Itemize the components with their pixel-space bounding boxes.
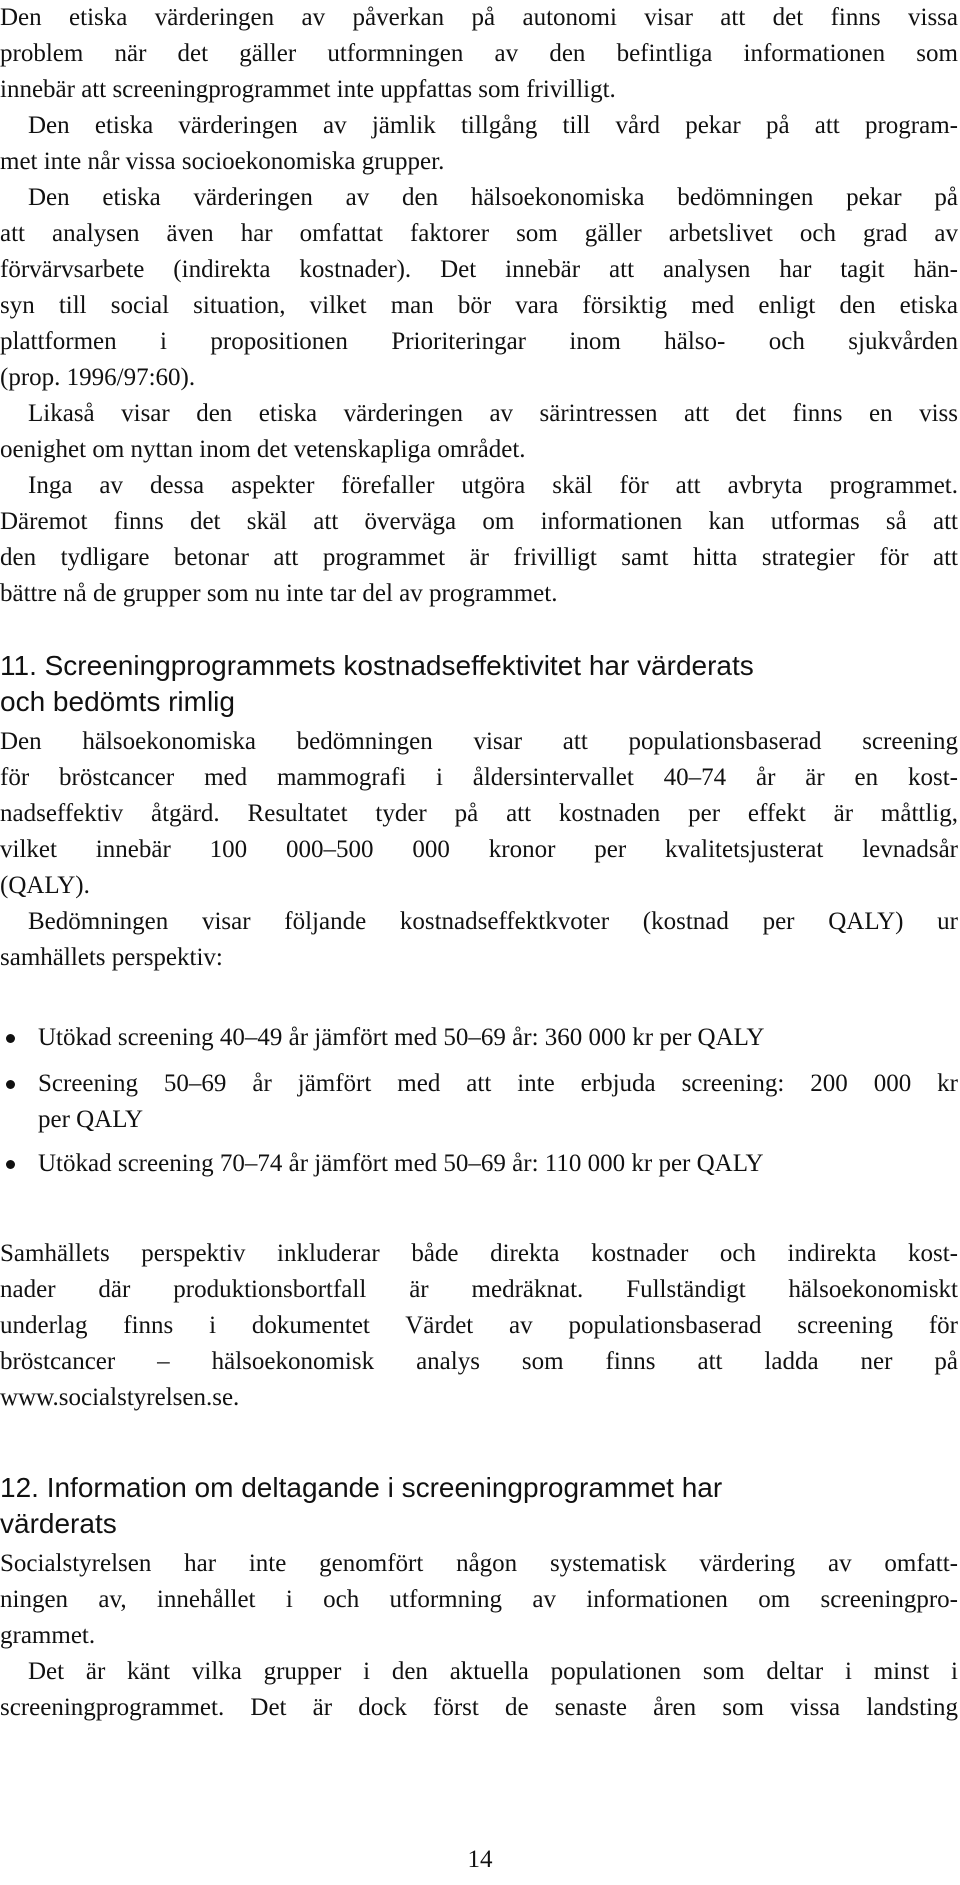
paragraph-jamlik <box>0 108 958 180</box>
heading-line: värderats <box>0 1508 117 1539</box>
text-line: Likaså visar den etiska värderingen av särintressen att det finns en viss <box>28 400 958 427</box>
text-line: (prop. 1996/97:60). <box>0 364 196 391</box>
section-11-para2 <box>0 904 958 976</box>
text-line: Den etiska värderingen av jämlik tillgång till vård pekar på att program- <box>28 112 958 139</box>
text-line: för bröstcancer med mammografi i åldersintervallet 40–74 år är en kost- <box>0 764 958 791</box>
text-line: oenighet om nyttan inom det vetenskapliga området. <box>0 436 526 463</box>
text-line: Screening 50–69 år jämfört med att inte erbjuda screening: 200 000 kr <box>38 1070 958 1097</box>
heading-line: och bedömts rimlig <box>0 686 235 717</box>
text-line: ningen av, innehållet i och utformning av informationen om screeningpro- <box>0 1586 958 1613</box>
list-item <box>0 1146 958 1182</box>
paragraph-sarintressen <box>0 396 958 468</box>
text-line: plattformen i propositionen Prioriteringar inom hälso- och sjukvården <box>0 328 958 355</box>
section-11-heading <box>0 648 958 720</box>
list-item <box>0 1066 958 1138</box>
text-line: samhällets perspektiv: <box>0 944 223 971</box>
text-line: bättre nå de grupper som nu inte tar del av programmet. <box>0 580 558 607</box>
text-line: Den hälsoekonomiska bedömningen visar att populationsbaserad screening <box>0 728 958 755</box>
text-line: Utökad screening 70–74 år jämfört med 50–69 år: 110 000 kr per QALY <box>38 1150 764 1177</box>
paragraph-slutsats <box>0 468 958 612</box>
text-line: bröstcancer – hälsoekonomisk analys som finns att ladda ner på <box>0 1348 958 1375</box>
list-item <box>0 1020 958 1056</box>
text-line: Det är känt vilka grupper i den aktuella populationen som deltar i minst i <box>28 1658 958 1685</box>
text-line: syn till social situation, vilket man bör vara försiktig med enligt den etiska <box>0 292 958 319</box>
text-line: Socialstyrelsen har inte genomfört någon systematisk värdering av omfatt- <box>0 1550 958 1577</box>
section-12-para2 <box>0 1654 958 1726</box>
section-12-heading <box>0 1470 958 1542</box>
text-line: Den etiska värderingen av påverkan på autonomi visar att det finns vissa <box>0 4 958 31</box>
text-line: nadseffektiv åtgärd. Resultatet tyder på att kostnaden per effekt är måttlig, <box>0 800 958 827</box>
heading-line: 11. Screeningprogrammets kostnadseffektivitet har värderats <box>0 650 754 681</box>
page-number: 14 <box>467 1846 493 1873</box>
section-12-para1 <box>0 1546 958 1654</box>
cost-effect-list <box>0 1020 958 1182</box>
text-line: problem när det gäller utformningen av den befintliga informationen som <box>0 40 958 67</box>
text-line: Bedömningen visar följande kostnadseffektkvoter (kostnad per QALY) ur <box>28 908 958 935</box>
text-line: underlag finns i dokumentet Värdet av populationsbaserad screening för <box>0 1312 958 1339</box>
text-line: Inga av dessa aspekter förefaller utgöra skäl för att avbryta programmet. <box>28 472 958 499</box>
bullet-icon <box>6 1080 15 1089</box>
bullet-icon <box>6 1160 15 1169</box>
text-line: Däremot finns det skäl att överväga om informationen kan utformas så att <box>0 508 958 535</box>
text-line: (QALY). <box>0 872 90 899</box>
top-paragraphs <box>0 0 958 612</box>
section-11-para3 <box>0 1236 958 1416</box>
paragraph-halsoekonomisk <box>0 180 958 396</box>
text-line: vilket innebär 100 000–500 000 kronor per kvalitetsjusterat levnadsår <box>0 836 958 863</box>
text-line: screeningprogrammet. Det är dock först de senaste åren som vissa landsting <box>0 1694 958 1721</box>
paragraph-autonomi <box>0 0 958 108</box>
heading-line: 12. Information om deltagande i screeningprogrammet har <box>0 1472 723 1503</box>
text-line: www.socialstyrelsen.se. <box>0 1384 240 1411</box>
text-line: nader där produktionsbortfall är medräknat. Fullständigt hälsoekonomiskt <box>0 1276 958 1303</box>
text-line: met inte når vissa socioekonomiska grupper. <box>0 148 445 175</box>
text-line: den tydligare betonar att programmet är frivilligt samt hitta strategier för att <box>0 544 958 571</box>
text-line: att analysen även har omfattat faktorer som gäller arbetslivet och grad av <box>0 220 958 247</box>
text-line: per QALY <box>38 1106 144 1133</box>
bullet-icon <box>6 1034 15 1043</box>
section-11-para1 <box>0 724 958 904</box>
text-line: innebär att screeningprogrammet inte uppfattas som frivilligt. <box>0 76 616 103</box>
text-line: Utökad screening 40–49 år jämfört med 50–69 år: 360 000 kr per QALY <box>38 1024 765 1051</box>
text-line: grammet. <box>0 1622 96 1649</box>
text-line: Den etiska värderingen av den hälsoekonomiska bedömningen pekar på <box>28 184 958 211</box>
text-line: Samhällets perspektiv inkluderar både direkta kostnader och indirekta kost- <box>0 1240 958 1267</box>
text-line: förvärvsarbete (indirekta kostnader). Det innebär att analysen har tagit hän- <box>0 256 958 283</box>
